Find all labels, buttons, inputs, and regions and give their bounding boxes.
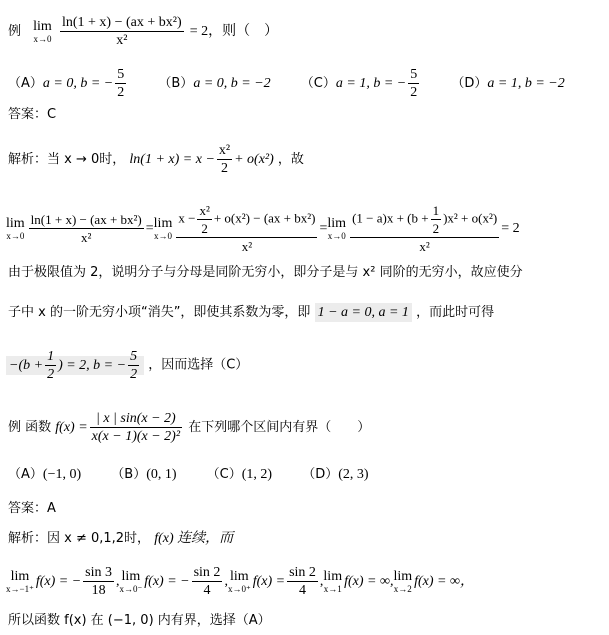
example2-conclusion: 所以函数 f(x) 在 (−1, 0) 内有界，选择（A） [8,613,271,628]
option-c: （C）(1, 2) [206,467,273,482]
example1-answer: 答案：C [8,107,57,122]
example2-answer: 答案：A [8,501,56,516]
example1-label: 例 [8,24,22,39]
example2-options [8,466,369,484]
example1-analysis: 解析：当 x → 0时， ln(1 + x) = x − $\frac{\text{x²}}{2}$ + o(x²) ，故 [8,143,304,176]
limit-operator: lim x→0 [33,19,52,44]
example1-question [8,14,278,49]
option-a: （A）(−1, 0) [8,467,82,482]
option-b: （B）(0, 1) [111,467,177,482]
example1-paragraph-1: 由于极限值为 2，说明分子与分母是同阶无穷小，即分子是与 x² 同阶的无穷小，故应使分 [8,265,523,280]
question-tail: = 2，则（ ） [189,24,279,39]
example1-paragraph-3: −(b + $\frac{1}{2}$ ) = 2, b = − $\frac{5}{2}$ ，因而选择（C） [6,348,248,383]
option-d: （D）(2, 3) [302,467,369,482]
option-c: （C）a = 1, b = − $\frac{5}{2}$ [300,67,418,100]
example1-paragraph-2: 子中 x 的一阶无穷小项“消失”，即使其系数为零，即 1 − a = 0, a = 1 ，而此时可得 [8,305,495,320]
example2-analysis: 解析：因 x ≠ 0,1,2时， f(x) 连续，而 [8,531,234,546]
highlighted-equation: 1 − a = 0, a = 1 [315,303,412,322]
example2-limits: lim x→−1⁺ f(x) = − $\frac{\sin 3}{18}$ , lim x→0⁻ f(x) = − $\frac{\sin 2}{4}$ , lim x→0⁺ f(x) = $\frac{\sin 2}{4}$ , lim x→1 f(x) = ∞, lim x→2 f(x) = ∞， [6,565,474,598]
option-b: （B）a = 0, b = −2 [158,76,271,91]
example1-options [8,66,565,101]
option-a: （A）a = 0, b = − $\frac{5}{2}$ [8,67,125,100]
option-d: （D）a = 1, b = −2 [451,76,565,91]
limit-fraction: $\frac{\text{ln(1 + x) − (ax + bx²)}}{\text{x²}}$ [61,15,182,48]
example2-question: 例 函数 f(x) = $\frac{| x | \sin(x - 2)}{\text{x(x − 1)(x − 2)²}}$ 在下列哪个区间内有界（ ） [8,411,371,444]
example1-derivation: lim x→0 $\frac{\text{ln(1 + x) − (ax + bx²)}}{\text{x²}}$ = lim x→0 x − $\frac{\text{x²}}{2}$ + o(x²) − (ax + bx²) x² = lim x→0 (1 − a)x + (b + $\frac{1}{2}$ )x² + o(x²) x² = 2 [6,203,520,254]
